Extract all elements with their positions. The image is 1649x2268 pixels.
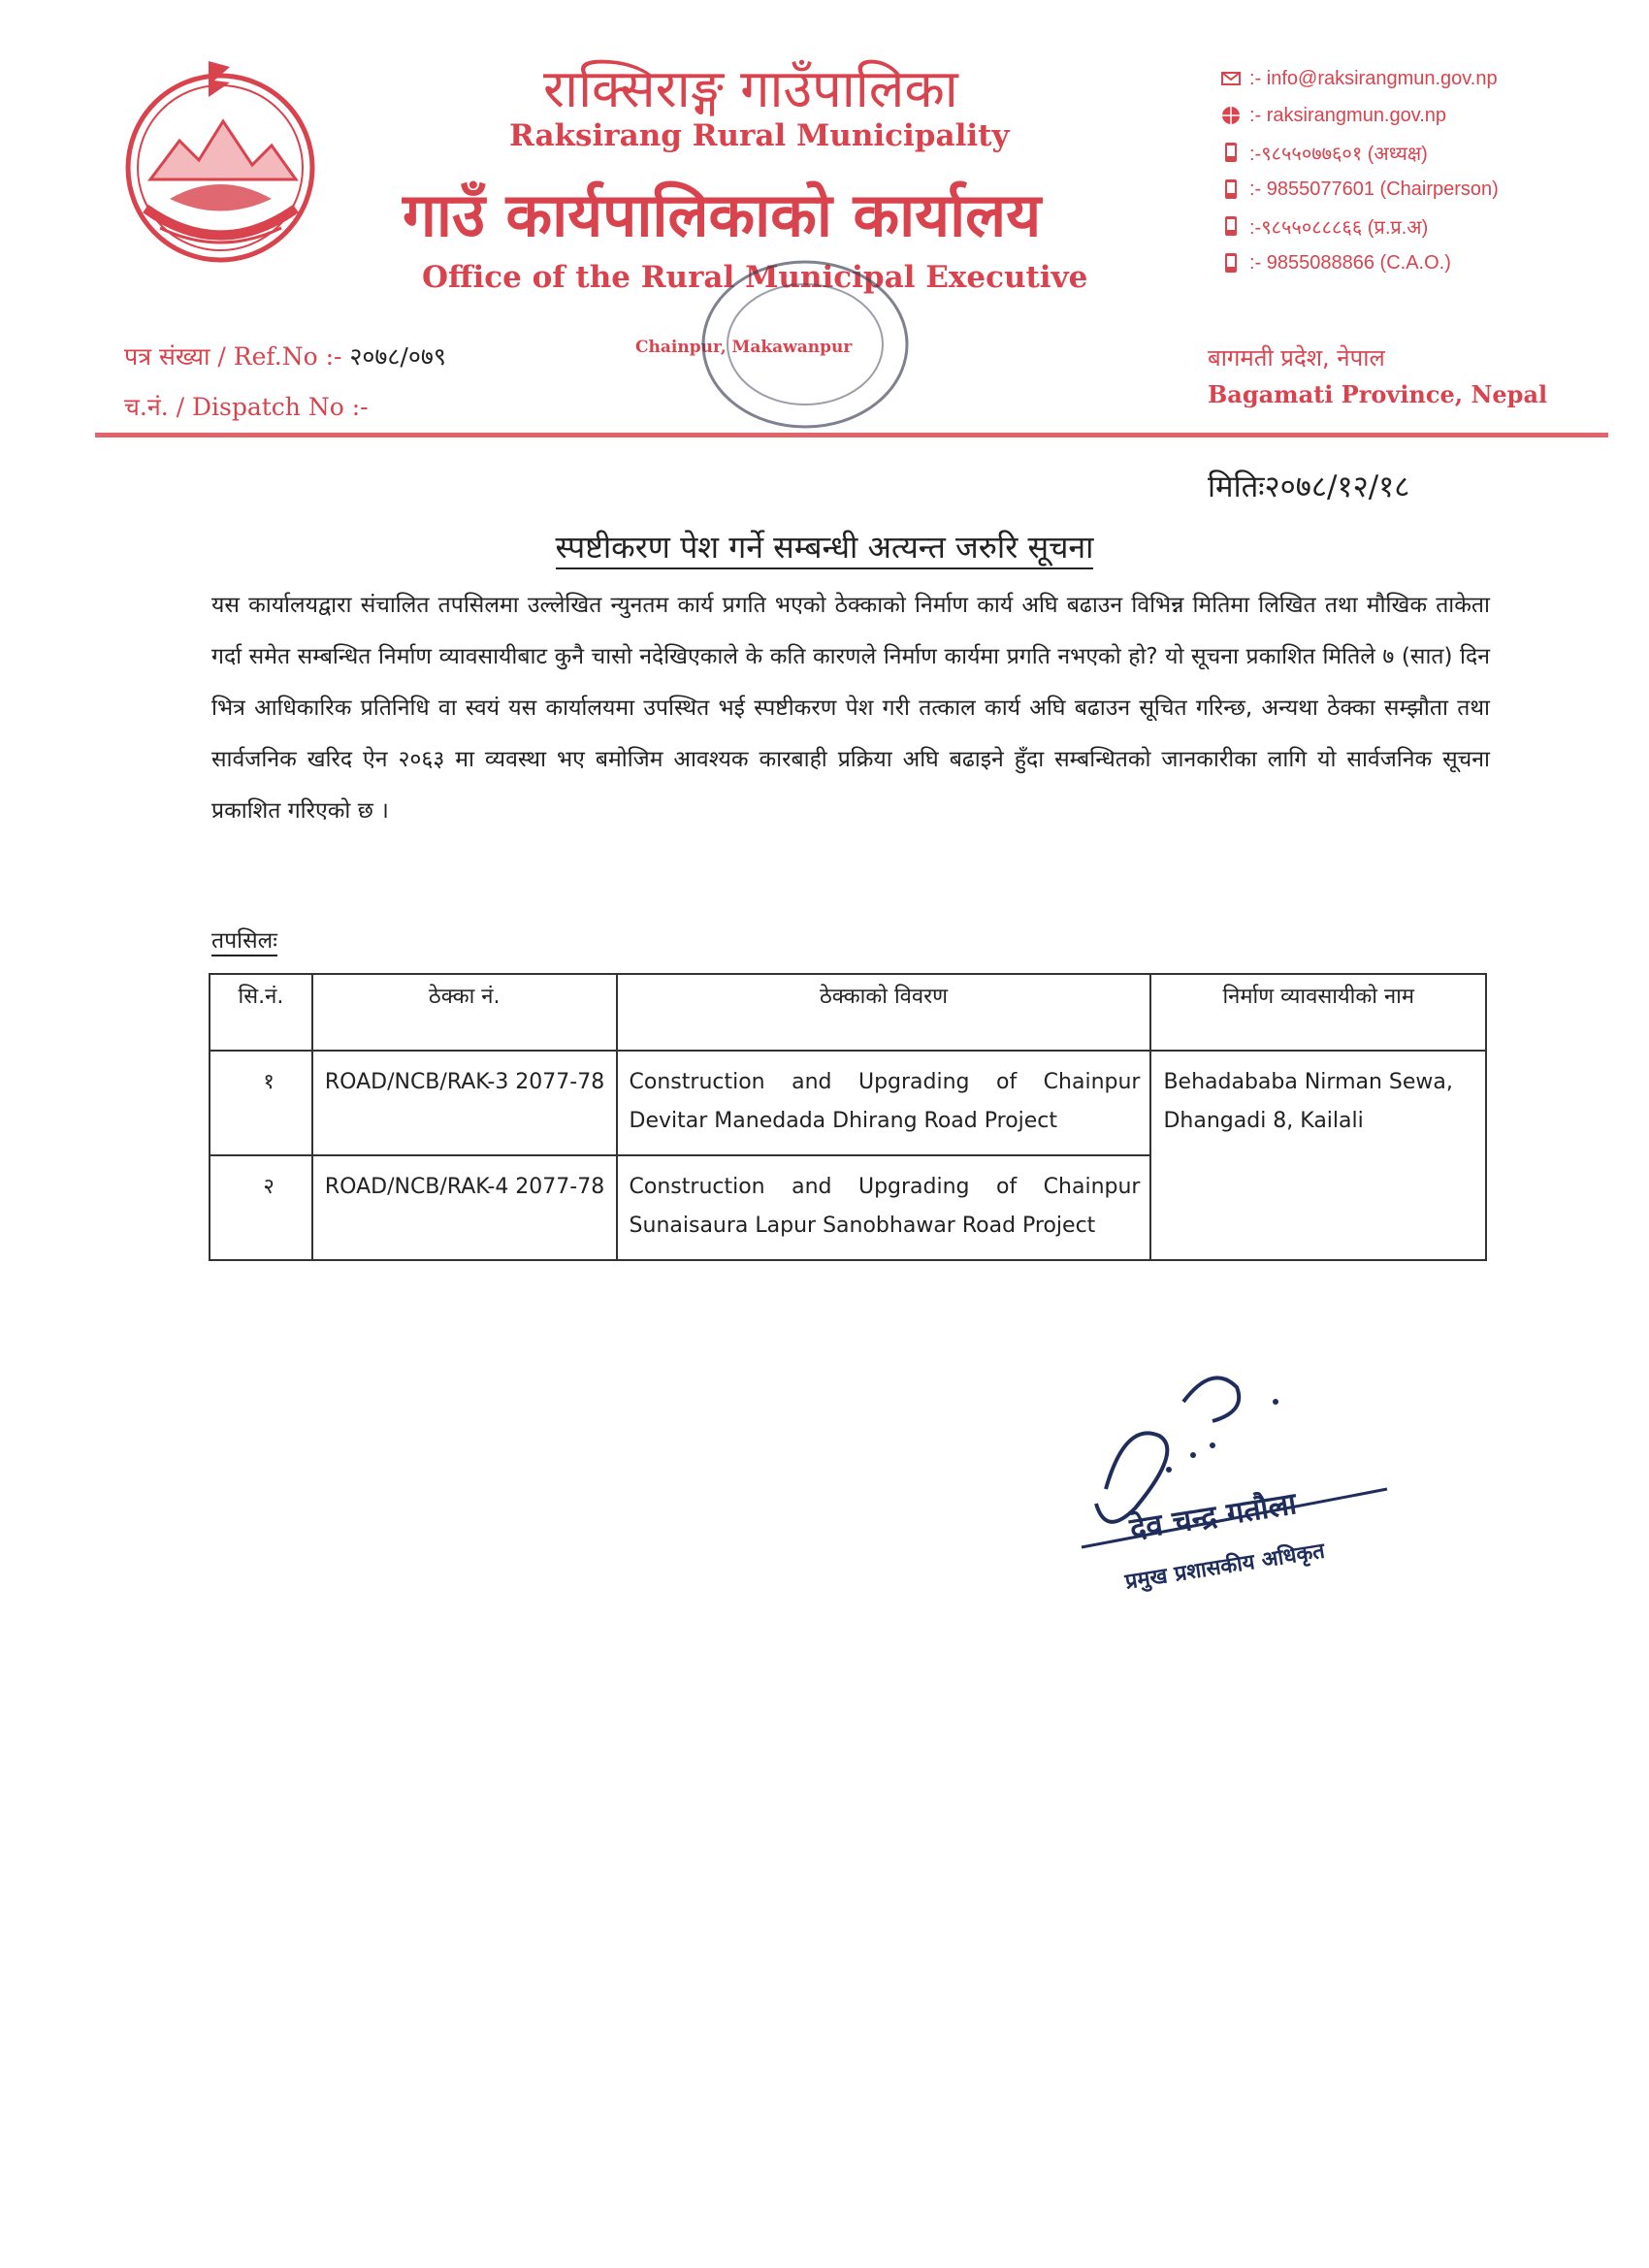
column-header-description: ठेक्काको विवरण xyxy=(617,974,1151,1051)
contact-phone-2 xyxy=(1220,171,1499,208)
column-header-contract-number: ठेक्का नं. xyxy=(312,974,617,1051)
notice-title-text: स्पष्टीकरण पेश गर्ने सम्बन्धी अत्यन्त जरुरि सूचना xyxy=(556,529,1094,569)
phone-icon xyxy=(1220,142,1242,163)
notice-body: यस कार्यालयद्वारा संचालित तपसिलमा उल्लेखित न्युनतम कार्य प्रगति भएको ठेक्काको निर्माण कार्य अघि बढाउन विभिन्न मितिमा लिखित तथा मौखिक ताकेता गर्दा समेत सम्बन्धित निर्माण व्यावसायीबाट कुनै चासो नदेखिएकाले के कति कारणले निर्माण कार्यमा प्रगति नभएको हो? यो सूचना प्रकाशित मितिले ७ (सात) दिन भित्र आधिकारिक प्रतिनिधि वा स्वयं यस कार्यालयमा उपस्थित भई स्पष्टीकरण पेश गरी तत्काल कार्य अघि बढाउन सूचित गरिन्छ, अन्यथा ठेक्का सम्झौता तथा सार्वजनिक खरिद ऐन २०६३ मा व्यवस्था भए बमोजिम आवश्यक कारबाही प्रक्रिया अघि बढाइने हुँदा सम्बन्धितको जानकारीका लागि यो सार्वजनिक सूचना प्रकाशित गरिएको छ । xyxy=(211,593,1490,824)
table-row xyxy=(210,1051,1486,1155)
signatory-name: देव चन्द्र गतौला xyxy=(1127,1486,1300,1547)
column-header-serial: सि.नं. xyxy=(210,974,312,1051)
reference-value: २०७८/०७९ xyxy=(349,342,446,371)
cell-contract-number: ROAD/NCB/RAK-3 2077-78 xyxy=(312,1051,617,1155)
contact-phone-4-text: :- 9855088866 (C.A.O.) xyxy=(1249,251,1451,274)
details-label: तपसिलः xyxy=(211,923,277,956)
notice-date: मितिः२०७८/१२/१८ xyxy=(1208,470,1410,504)
contracts-table xyxy=(209,973,1487,1261)
office-name-nepali: गाउँ कार्यपालिकाको कार्यालय xyxy=(403,179,1042,250)
cell-description: Construction and Upgrading of Chainpur Sunaisaura Lapur Sanobhawar Road Project xyxy=(617,1155,1151,1260)
contact-list xyxy=(1220,60,1499,281)
cell-contract-number: ROAD/NCB/RAK-4 2077-78 xyxy=(312,1155,617,1260)
signatory-post: प्रमुख प्रशासकीय अधिकृत xyxy=(1123,1539,1327,1595)
table-header-row xyxy=(210,974,1486,1051)
header-divider xyxy=(95,433,1608,437)
notice-title xyxy=(0,526,1649,567)
province-nepali: बागमती प्रदेश, नेपाल xyxy=(1208,344,1385,372)
municipality-name-nepali: राक्सिराङ्ग गाउँपालिका xyxy=(543,58,958,119)
contact-phone-3 xyxy=(1220,208,1499,244)
municipality-name-english: Raksirang Rural Municipality xyxy=(509,118,1010,153)
contact-phone-1-text: :-९८५५०७७६०१ (अध्यक्ष) xyxy=(1249,143,1428,165)
reference-label: पत्र संख्या / Ref.No :- xyxy=(124,342,342,371)
contact-email xyxy=(1220,60,1499,97)
cell-contractor: Behadababa Nirman Sewa, Dhangadi 8, Kailali xyxy=(1150,1051,1486,1260)
column-header-contractor: निर्माण व्यावसायीको नाम xyxy=(1150,974,1486,1051)
contact-phone-4 xyxy=(1220,244,1499,281)
cell-serial: २ xyxy=(210,1155,312,1260)
contact-website xyxy=(1220,97,1499,134)
reference-number xyxy=(124,340,446,373)
office-place: Chainpur, Makawanpur xyxy=(635,338,853,357)
phone-icon xyxy=(1220,215,1242,237)
contact-email-text: :- info@raksirangmun.gov.np xyxy=(1249,67,1498,89)
phone-icon xyxy=(1220,178,1242,200)
contact-phone-1 xyxy=(1220,134,1499,171)
contact-website-text: :- raksirangmun.gov.np xyxy=(1249,104,1447,126)
email-icon xyxy=(1220,68,1242,89)
cell-serial: १ xyxy=(210,1051,312,1155)
office-name-english: Office of the Rural Municipal Executive xyxy=(422,260,1088,295)
province-english: Bagamati Province, Nepal xyxy=(1208,380,1548,408)
cell-description: Construction and Upgrading of Chainpur Devitar Manedada Dhirang Road Project xyxy=(617,1051,1151,1155)
phone-icon xyxy=(1220,252,1242,274)
office-stamp xyxy=(679,247,931,441)
contact-phone-2-text: :- 9855077601 (Chairperson) xyxy=(1249,178,1499,200)
dispatch-number: च.नं. / Dispatch No :- xyxy=(124,393,369,421)
contact-phone-3-text: :-९८५५०८८८६६ (प्र.प्र.अ) xyxy=(1249,216,1429,239)
globe-icon xyxy=(1220,105,1242,126)
nepal-emblem-logo xyxy=(112,53,330,272)
